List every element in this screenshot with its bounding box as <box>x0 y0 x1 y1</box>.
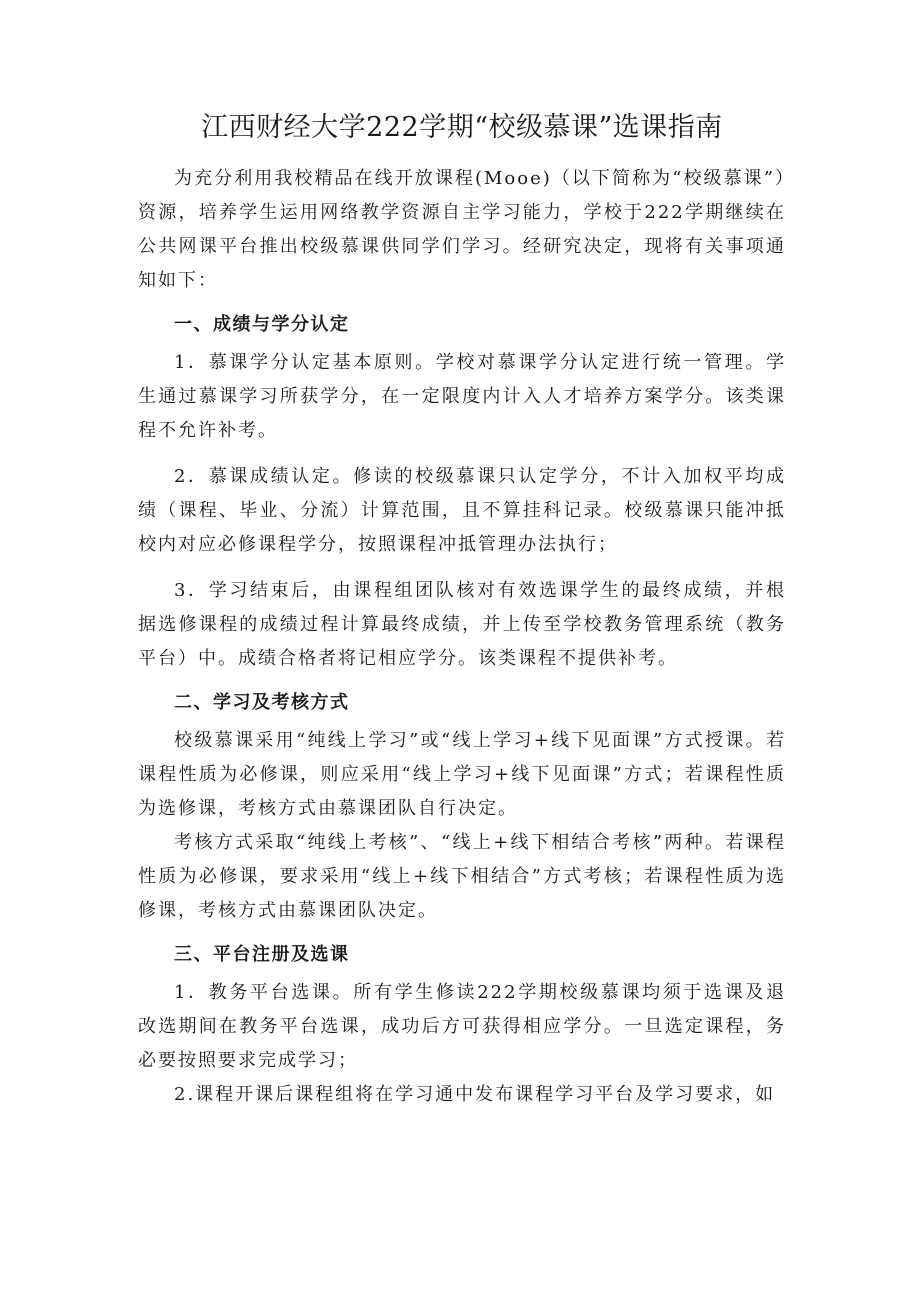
section-2-paragraph-1: 校级慕课采用“纯线上学习”或“线上学习+线下见面课”方式授课。若课程性质为必修课，则应采用“线上学习+线下见面课”方式；若课程性质为选修课，考核方式由慕课团队自行决定。 <box>138 730 786 819</box>
section-3-item-2: 2.课程开课后课程组将在学习通中发布课程学习平台及学习要求，如 <box>174 1084 776 1105</box>
section-1-item-3: 3．学习结束后，由课程组团队核对有效选课学生的最终成绩，并根据选修课程的成绩过程计算最终成绩，并上传至学校教务管理系统（教务平台）中。成绩合格者将记相应学分。该类课程不提供补考。 <box>138 580 786 669</box>
document-page <box>138 108 786 1112</box>
section-2-heading: 二、学习及考核方式 <box>174 692 350 713</box>
section-1-heading: 一、成绩与学分认定 <box>174 314 350 335</box>
section-1-item-2: 2．慕课成绩认定。修读的校级慕课只认定学分，不计入加权平均成绩（课程、毕业、分流）计算范围，且不算挂科记录。校级慕课只能冲抵校内对应必修课程学分，按照课程冲抵管理办法执行； <box>138 466 786 555</box>
section-3-heading: 三、平台注册及选课 <box>174 944 350 965</box>
section-1-item-1: 1．慕课学分认定基本原则。学校对慕课学分认定进行统一管理。学生通过慕课学习所获学分，在一定限度内计入人才培养方案学分。该类课程不允许补考。 <box>138 352 786 441</box>
intro-paragraph: 为充分利用我校精品在线开放课程(Mooe)（以下简称为“校级慕课”）资源，培养学生运用网络教学资源自主学习能力，学校于222学期继续在公共网课平台推出校级慕课供同学们学习。经研究决定，现将有关事项通知如下： <box>138 168 786 291</box>
section-3-item-1: 1．教务平台选课。所有学生修读222学期校级慕课均须于选课及退改选期间在教务平台选课，成功后方可获得相应学分。一旦选定课程，务必要按照要求完成学习； <box>138 982 786 1071</box>
section-2-paragraph-2: 考核方式采取“纯线上考核”、“线上+线下相结合考核”两种。若课程性质为必修课，要求采用“线上+线下相结合”方式考核；若课程性质为选修课，考核方式由慕课团队决定。 <box>138 832 786 921</box>
document-title: 江西财经大学222学期“校级慕课”选课指南 <box>201 112 723 143</box>
